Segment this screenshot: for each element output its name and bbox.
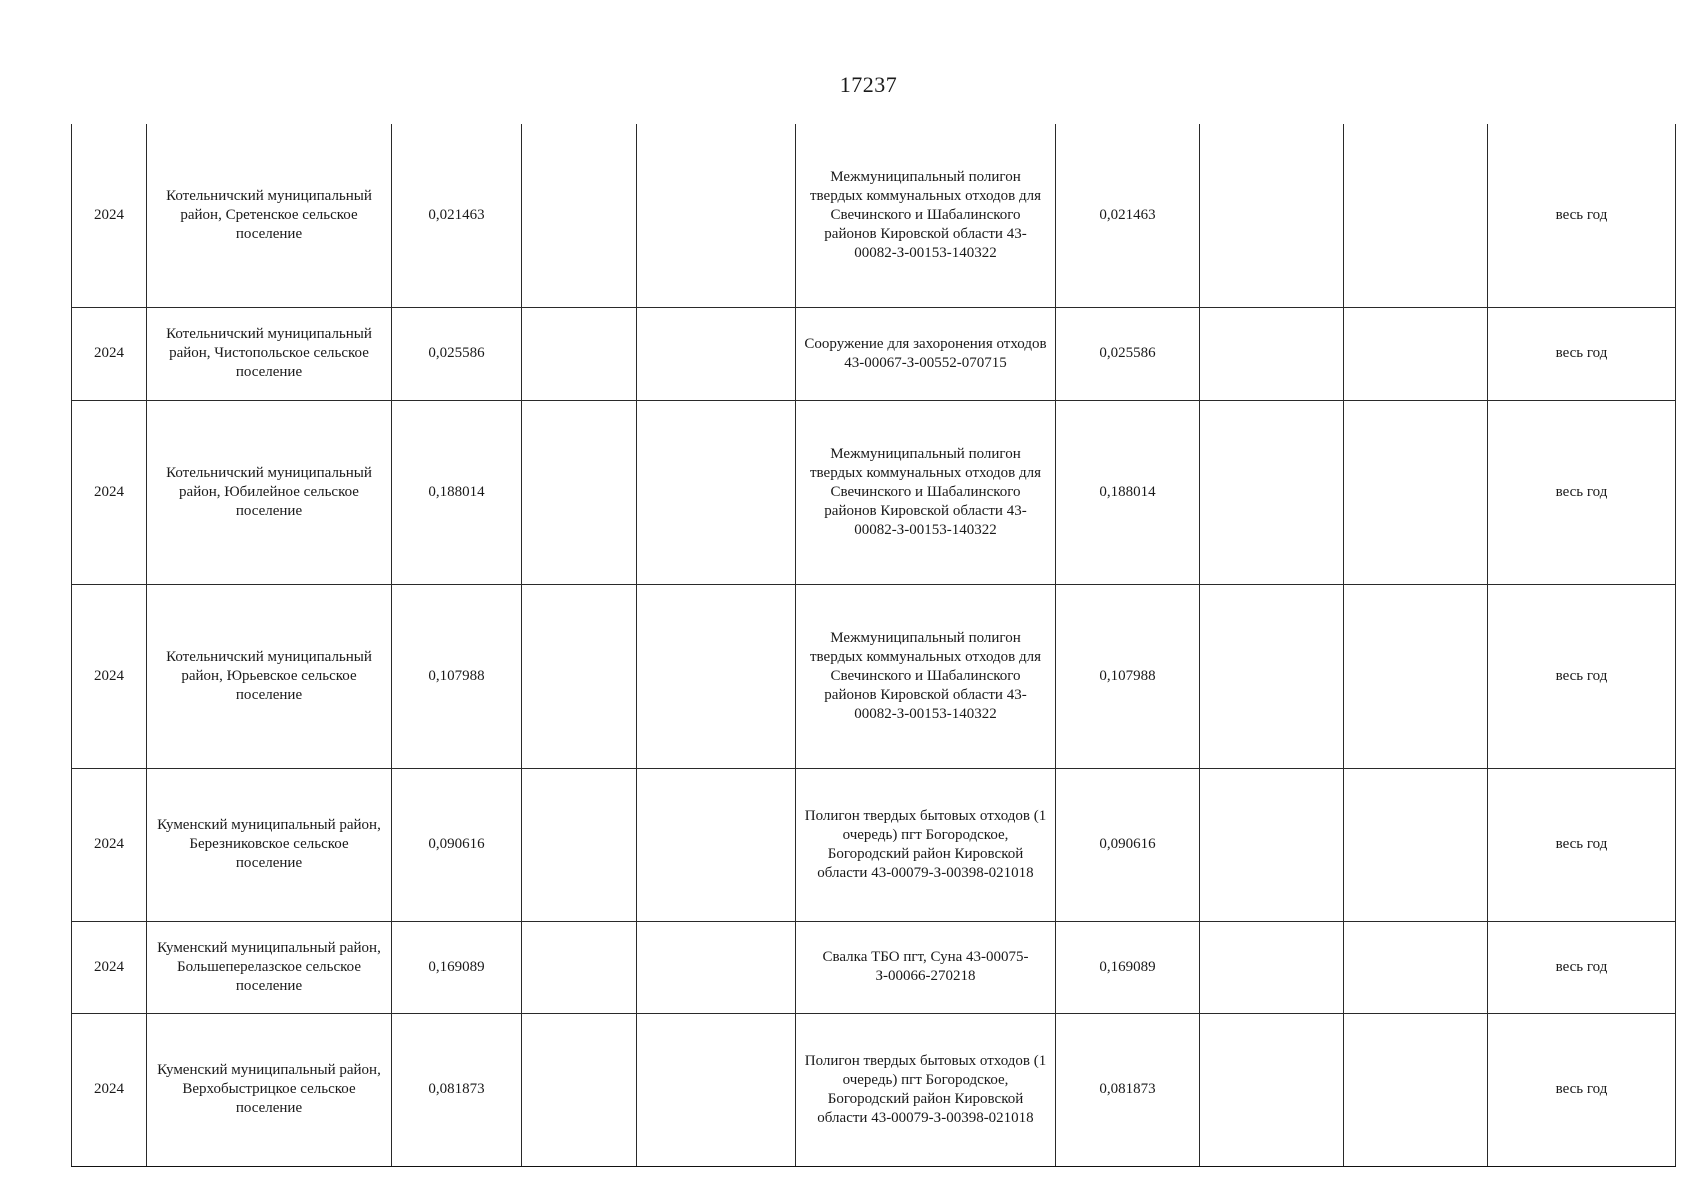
- facility-volume-cell: 0,090616: [1056, 768, 1200, 921]
- waste-registry-table: [71, 124, 1676, 1167]
- territory-cell: Котельничский муниципальный район, Сретенское сельское поселение: [147, 124, 392, 307]
- empty-cell: [1200, 768, 1344, 921]
- empty-cell: [1200, 307, 1344, 400]
- territory-cell: Куменский муниципальный район, Березниковское сельское поселение: [147, 768, 392, 921]
- year-cell: 2024: [72, 768, 147, 921]
- period-cell: весь год: [1488, 124, 1676, 307]
- empty-cell: [1344, 768, 1488, 921]
- facility-cell: Межмуниципальный полигон твердых коммунальных отходов для Свечинского и Шабалинского районов Кировской области 43-00082-З-00153-140322: [796, 400, 1056, 584]
- empty-cell: [522, 124, 637, 307]
- facility-volume-cell: 0,021463: [1056, 124, 1200, 307]
- empty-cell: [522, 768, 637, 921]
- volume-cell: 0,188014: [392, 400, 522, 584]
- period-cell: весь год: [1488, 921, 1676, 1013]
- volume-cell: 0,090616: [392, 768, 522, 921]
- empty-cell: [522, 584, 637, 768]
- empty-cell: [1344, 400, 1488, 584]
- year-cell: 2024: [72, 1013, 147, 1166]
- page-number: 17237: [839, 72, 898, 97]
- empty-cell: [1344, 921, 1488, 1013]
- facility-volume-cell: 0,169089: [1056, 921, 1200, 1013]
- volume-cell: 0,081873: [392, 1013, 522, 1166]
- table-row: [72, 124, 1676, 307]
- period-cell: весь год: [1488, 584, 1676, 768]
- empty-cell: [1344, 307, 1488, 400]
- empty-cell: [637, 307, 796, 400]
- empty-cell: [1200, 584, 1344, 768]
- territory-cell: Куменский муниципальный район, Большеперелазское сельское поселение: [147, 921, 392, 1013]
- year-cell: 2024: [72, 921, 147, 1013]
- table-row: [72, 400, 1676, 584]
- facility-cell: Межмуниципальный полигон твердых коммунальных отходов для Свечинского и Шабалинского районов Кировской области 43-00082-З-00153-140322: [796, 124, 1056, 307]
- period-cell: весь год: [1488, 400, 1676, 584]
- year-cell: 2024: [72, 124, 147, 307]
- empty-cell: [637, 921, 796, 1013]
- period-cell: весь год: [1488, 1013, 1676, 1166]
- facility-volume-cell: 0,025586: [1056, 307, 1200, 400]
- empty-cell: [1200, 1013, 1344, 1166]
- empty-cell: [522, 400, 637, 584]
- territory-cell: Котельничский муниципальный район, Юрьевское сельское поселение: [147, 584, 392, 768]
- empty-cell: [1200, 124, 1344, 307]
- facility-cell: Сооружение для захоронения отходов 43-00067-З-00552-070715: [796, 307, 1056, 400]
- empty-cell: [637, 400, 796, 584]
- table-row: [72, 307, 1676, 400]
- facility-volume-cell: 0,107988: [1056, 584, 1200, 768]
- table-row: [72, 1013, 1676, 1166]
- territory-cell: Куменский муниципальный район, Верхобыстрицкое сельское поселение: [147, 1013, 392, 1166]
- period-cell: весь год: [1488, 768, 1676, 921]
- empty-cell: [1200, 921, 1344, 1013]
- volume-cell: 0,025586: [392, 307, 522, 400]
- empty-cell: [637, 124, 796, 307]
- empty-cell: [637, 584, 796, 768]
- volume-cell: 0,107988: [392, 584, 522, 768]
- facility-cell: Межмуниципальный полигон твердых коммунальных отходов для Свечинского и Шабалинского районов Кировской области 43-00082-З-00153-140322: [796, 584, 1056, 768]
- table-row: [72, 921, 1676, 1013]
- table-body: [72, 124, 1676, 1166]
- year-cell: 2024: [72, 584, 147, 768]
- territory-cell: Котельничский муниципальный район, Юбилейное сельское поселение: [147, 400, 392, 584]
- empty-cell: [522, 921, 637, 1013]
- empty-cell: [1344, 124, 1488, 307]
- facility-volume-cell: 0,081873: [1056, 1013, 1200, 1166]
- facility-volume-cell: 0,188014: [1056, 400, 1200, 584]
- empty-cell: [637, 1013, 796, 1166]
- empty-cell: [522, 1013, 637, 1166]
- volume-cell: 0,169089: [392, 921, 522, 1013]
- territory-cell: Котельничский муниципальный район, Чистопольское сельское поселение: [147, 307, 392, 400]
- period-cell: весь год: [1488, 307, 1676, 400]
- facility-cell: Полигон твердых бытовых отходов (1 очередь) пгт Богородское, Богородский район Кировской области 43-00079-З-00398-021018: [796, 768, 1056, 921]
- table-row: [72, 584, 1676, 768]
- facility-cell: Полигон твердых бытовых отходов (1 очередь) пгт Богородское, Богородский район Кировской области 43-00079-З-00398-021018: [796, 1013, 1056, 1166]
- empty-cell: [637, 768, 796, 921]
- facility-cell: Свалка ТБО пгт, Суна 43-00075-З-00066-270218: [796, 921, 1056, 1013]
- year-cell: 2024: [72, 400, 147, 584]
- empty-cell: [1200, 400, 1344, 584]
- empty-cell: [522, 307, 637, 400]
- empty-cell: [1344, 1013, 1488, 1166]
- empty-cell: [1344, 584, 1488, 768]
- year-cell: 2024: [72, 307, 147, 400]
- volume-cell: 0,021463: [392, 124, 522, 307]
- table-row: [72, 768, 1676, 921]
